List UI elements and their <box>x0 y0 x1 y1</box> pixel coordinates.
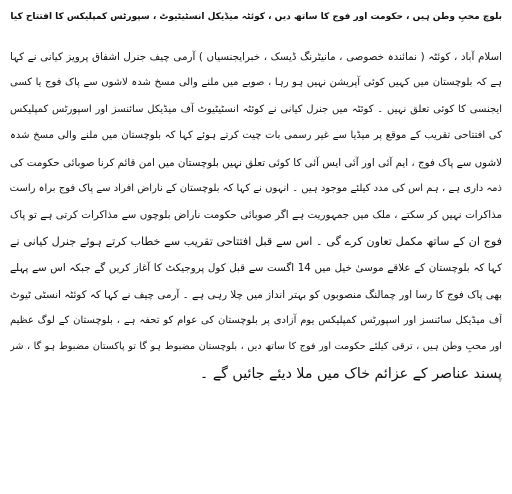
body-line: کہا کہ بلوچستان کے علاقے موسیٰ خیل میں 14 اگست سے قبل کول پروجیکٹ کا آغاز کریں گے جبکہ اس سے پہلے <box>10 262 502 275</box>
body-line: ذمہ داری ہے ، ہم اس کی مدد کیلئے موجود ہیں ۔ انہوں نے کہا کہ بلوچستان کے ناراض افراد سے پاک فوج براہ راست <box>10 182 502 194</box>
headline: بلوچ محبِ وطن ہیں ، حکومت اور فوج کا ساتھ دیں ، کوئٹہ میڈیکل انسٹیٹیوٹ ، سپورٹس کمپلیکس کا افتتاح کیا <box>10 12 502 22</box>
body-line: ایجنسی کا کوئی تعلق نہیں ۔ کوئٹہ میں جنرل کیانی نے کوئٹہ انسٹیٹیوٹ آف میڈیکل سائنسز اور اسپورٹس کمپلیکس <box>10 103 502 115</box>
body-line: اسلام آباد ، کوئٹہ ( نمائندہ خصوصی ، مانیٹرنگ ڈیسک ، خبرایجنسیاں ) آرمی چیف جنرل اشفاق پرویز کیانی نے کہا <box>10 51 502 63</box>
body-line: پسند عناصر کے عزائم خاک میں ملا دیئے جائیں گے ۔ <box>200 365 502 382</box>
article-body <box>10 44 502 387</box>
body-line: آف میڈیکل سائنسز اور اسپورٹس کمپلیکس یوم آزادی پر بلوچستان کی عوام کو تحفہ ہے ، بلوچستان کے لوگ عظیم <box>10 314 502 326</box>
body-line: لاشوں سے پاک فوج ، ایم آئی اور آئی ایس آئی کا کوئی تعلق نہیں بلوچستان میں امن قائم کرنا صوبائی حکومت کی <box>10 156 502 169</box>
body-line: فوج ان کے ساتھ مکمل تعاون کرے گی ۔ اس سے قبل افتتاحی تقریب سے خطاب کرتے ہوئے جنرل کیانی نے <box>10 234 502 248</box>
body-line: ہے کہ بلوچستان میں کہیں کوئی آپریشن نہیں ہو رہا ، صوبے میں ملنے والی مسخ شدہ لاشوں سے پاک فوج یا کسی <box>10 77 502 89</box>
body-line: اور محبِ وطن ہیں ، ترقی کیلئے حکومت اور فوج کا ساتھ دیں ، بلوچستان مضبوط ہو گا تو پاکستان مضبوط ہو گا ، شر <box>10 341 502 353</box>
body-line: مذاکرات نہیں کر سکتے ، ملک میں جمہوریت ہے اگر صوبائی حکومت ناراض بلوچوں سے مذاکرات کرتی ہے تو پاک <box>10 209 502 222</box>
body-line: کی افتتاحی تقریب کے موقع پر میڈیا سے غیر رسمی بات چیت کرتے ہوئے کہا کہ بلوچستان میں ملنے والی مسخ شدہ <box>10 130 502 142</box>
body-line: بھی پاک فوج کا رسا اور چمالنگ منصوبوں کو بہتر انداز میں چلا رہی ہے ۔ آرمی چیف نے کہا کہ کوئٹہ انسٹی ٹیوٹ <box>10 288 502 301</box>
